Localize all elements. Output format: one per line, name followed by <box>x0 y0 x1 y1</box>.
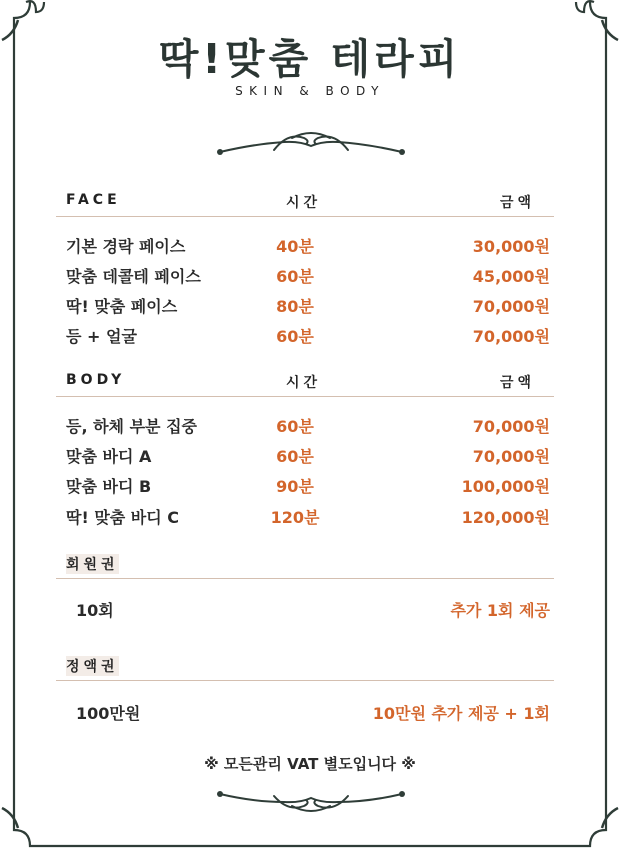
body-item-row <box>0 444 620 466</box>
page-subtitle: SKIN & BODY <box>235 84 385 98</box>
item-price: 100,000원 <box>461 477 550 496</box>
prepaid-name: 100만원 <box>76 704 141 723</box>
ornament-divider-bottom <box>214 784 408 814</box>
body-item-row <box>0 505 620 527</box>
item-name: 맞춤 바디 A <box>66 447 152 466</box>
item-price: 70,000원 <box>472 327 550 346</box>
item-time: 60분 <box>276 417 314 436</box>
body-section-label: BODY <box>66 372 126 388</box>
item-name: 등, 하체 부분 집중 <box>66 417 197 436</box>
vat-note: ※ 모든관리 VAT 별도입니다 ※ <box>204 755 416 773</box>
face-section-header <box>56 192 554 217</box>
item-name: 맞춤 데콜테 페이스 <box>66 267 201 286</box>
item-time: 60분 <box>276 327 314 346</box>
body-price-header: 금액 <box>500 375 536 391</box>
page-title: 딱!맞춤 테라피 <box>158 35 462 83</box>
item-name: 맞춤 바디 B <box>66 477 152 496</box>
membership-benefit: 추가 1회 제공 <box>450 601 550 620</box>
item-time: 90분 <box>276 477 314 496</box>
item-price: 70,000원 <box>472 417 550 436</box>
item-time: 60분 <box>276 447 314 466</box>
item-price: 120,000원 <box>461 508 550 527</box>
membership-section-label: 회원권 <box>66 554 119 574</box>
item-time: 40분 <box>276 237 314 256</box>
face-price-header: 금액 <box>500 195 536 211</box>
body-item-row <box>0 414 620 436</box>
face-item-row <box>0 264 620 286</box>
body-item-row <box>0 474 620 496</box>
item-price: 70,000원 <box>472 447 550 466</box>
face-item-row <box>0 324 620 346</box>
face-time-header: 시간 <box>286 195 322 211</box>
prepaid-benefit: 10만원 추가 제공 + 1회 <box>372 704 550 723</box>
item-name: 등 + 얼굴 <box>66 327 137 346</box>
item-name: 기본 경락 페이스 <box>66 237 186 256</box>
item-name: 딱! 맞춤 페이스 <box>66 297 178 316</box>
body-time-header: 시간 <box>286 375 322 391</box>
item-time: 80분 <box>276 297 314 316</box>
item-time: 60분 <box>276 267 314 286</box>
face-item-row <box>0 294 620 316</box>
membership-section-header <box>56 554 554 579</box>
face-item-row <box>0 234 620 256</box>
prepaid-section-header <box>56 656 554 681</box>
item-time: 120분 <box>270 508 320 527</box>
prepaid-section-label: 정액권 <box>66 656 119 676</box>
item-price: 70,000원 <box>472 297 550 316</box>
item-price: 45,000원 <box>472 267 550 286</box>
ornament-divider-top <box>214 130 408 160</box>
item-price: 30,000원 <box>472 237 550 256</box>
face-section-label: FACE <box>66 192 121 208</box>
item-name: 딱! 맞춤 바디 C <box>66 508 180 527</box>
body-section-header <box>56 372 554 397</box>
membership-name: 10회 <box>76 601 114 620</box>
